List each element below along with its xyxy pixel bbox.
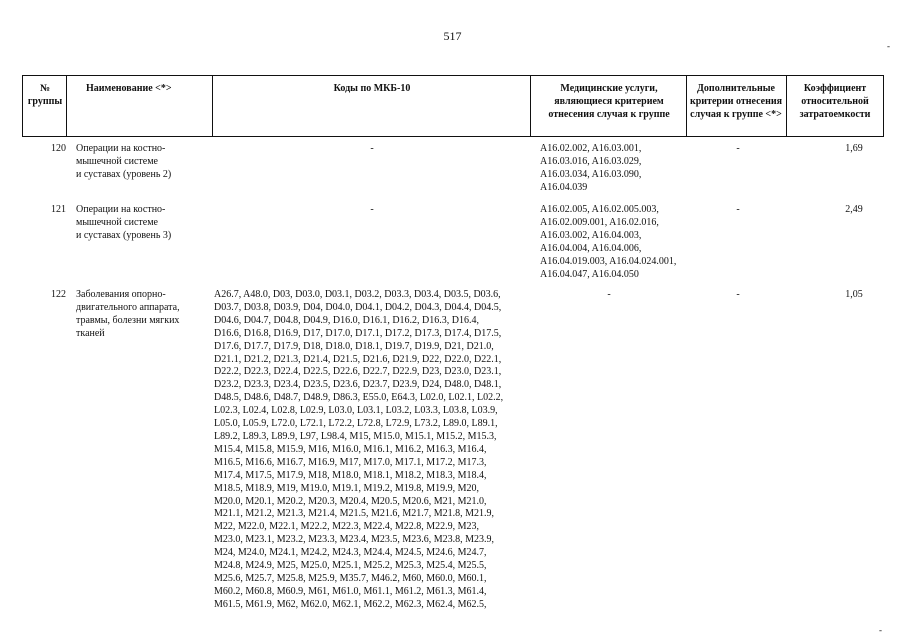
- cost-coefficient: [806, 143, 902, 156]
- icd10-codes-line: M25.6, M25.7, M25.8, M25.9, M35.7, M46.2, M60, M60.0, M60.1,: [214, 572, 487, 584]
- group-number-line: 121: [51, 204, 66, 215]
- additional-criteria: [690, 204, 786, 217]
- group-name-line: тканей: [76, 327, 105, 339]
- icd10-codes-line: M23.0, M23.1, M23.2, M23.3, M23.4, M23.5, M23.6, M23.8, M23.9,: [214, 534, 495, 546]
- icd10-codes-line: M15.4, M15.8, M15.9, M16, M16.0, M16.1, M16.2, M16.3, M16.4,: [214, 443, 487, 455]
- icd10-codes-line: M18.5, M18.9, M19, M19.0, M19.1, M19.2, M19.8, M19.9, M20,: [214, 482, 480, 494]
- medical-services-line: A16.03.034, A16.03.090,: [540, 168, 642, 180]
- header-group-number: № группы: [27, 83, 63, 107]
- medical-services-line: A16.04.039: [540, 181, 588, 193]
- icd10-codes-line: M60.2, M60.8, M60.9, M61, M61.0, M61.1, M61.2, M61.3, M61.4,: [214, 585, 487, 597]
- additional-criteria: [690, 143, 786, 156]
- column-divider: [66, 75, 67, 137]
- header-services: Медицинские услуги, являющиеся критерием отнесения случая к группе: [548, 83, 670, 120]
- medical-services-line: A16.04.004, A16.04.006,: [540, 242, 642, 254]
- cost-coefficient: [806, 204, 902, 217]
- group-name-line: Операции на костно-: [76, 143, 166, 154]
- group-name-line: и суставах (уровень 3): [76, 229, 172, 241]
- icd10-codes-line: L05.0, L05.9, L72.0, L72.1, L72.2, L72.8, L72.9, L73.2, L89.0, L89.1,: [214, 418, 498, 430]
- icd10-codes-line: -: [370, 204, 374, 215]
- additional-criteria-line: -: [736, 143, 740, 154]
- icd10-codes-line: D23.2, D23.3, D23.4, D23.5, D23.6, D23.7, D23.9, D24, D48.0, D48.1,: [214, 379, 502, 391]
- icd10-codes-line: D04.6, D04.7, D04.8, D04.9, D16.0, D16.1, D16.2, D16.3, D16.4,: [214, 314, 479, 326]
- header-additional: Дополнительные критерии отнесения случая к группе <*>: [689, 83, 783, 120]
- medical-services: [540, 204, 690, 281]
- icd10-codes-line: M17.4, M17.5, M17.9, M18, M18.0, M18.1, M18.2, M18.3, M18.4,: [214, 469, 487, 481]
- icd10-codes: [214, 143, 530, 156]
- group-name-line: Заболевания опорно-: [76, 289, 166, 300]
- additional-criteria: [690, 289, 786, 302]
- group-name-line: двигательного аппарата,: [76, 301, 180, 313]
- group-number-line: 120: [51, 143, 66, 154]
- icd10-codes-line: M22, M22.0, M22.1, M22.2, M22.3, M22.4, M22.8, M22.9, M23,: [214, 521, 480, 533]
- group-number: [24, 143, 66, 156]
- medical-services-line: A16.02.005, A16.02.005.003,: [540, 204, 659, 215]
- scan-mark: -: [887, 41, 890, 51]
- icd10-codes-line: L02.3, L02.4, L02.8, L02.9, L03.0, L03.1, L03.2, L03.3, L03.8, L03.9,: [214, 405, 498, 417]
- medical-services-line: A16.04.047, A16.04.050: [540, 268, 639, 280]
- icd10-codes-line: D48.5, D48.6, D48.7, D48.9, D86.3, E55.0, E64.3, L02.0, L02.1, L02.2,: [214, 392, 504, 404]
- medical-services-line: A16.03.002, A16.04.003,: [540, 229, 642, 241]
- icd10-codes-line: A26.7, A48.0, D03, D03.0, D03.1, D03.2, D03.3, D03.4, D03.5, D03.6,: [214, 289, 501, 300]
- icd10-codes-line: D22.2, D22.3, D22.4, D22.5, D22.6, D22.7, D22.9, D23, D23.0, D23.1,: [214, 366, 502, 378]
- icd10-codes-line: D16.6, D16.8, D16.9, D17, D17.0, D17.1, D17.2, D17.3, D17.4, D17.5,: [214, 327, 502, 339]
- group-number: [24, 289, 66, 302]
- additional-criteria-line: -: [736, 204, 740, 215]
- scan-mark: -: [879, 625, 882, 635]
- group-name-line: травмы, болезни мягких: [76, 314, 180, 326]
- medical-services: [536, 289, 682, 302]
- additional-criteria-line: -: [736, 289, 740, 300]
- group-name-line: и суставах (уровень 2): [76, 168, 172, 180]
- header-codes: Коды по МКБ-10: [333, 83, 411, 94]
- group-name-line: мышечной системе: [76, 155, 158, 167]
- icd10-codes-line: -: [370, 143, 374, 154]
- icd10-codes-line: D21.1, D21.2, D21.3, D21.4, D21.5, D21.6, D21.9, D22, D22.0, D22.1,: [214, 353, 502, 365]
- cost-coefficient-line: 1,05: [845, 289, 863, 300]
- group-name-line: Операции на костно-: [76, 204, 166, 215]
- page-number: 517: [443, 29, 462, 43]
- column-divider: [530, 75, 531, 137]
- cost-coefficient-line: 1,69: [845, 143, 863, 154]
- column-divider: [686, 75, 687, 137]
- cost-coefficient: [806, 289, 902, 302]
- group-name: [76, 289, 210, 341]
- column-divider: [786, 75, 787, 137]
- group-number-line: 122: [51, 289, 66, 300]
- header-coefficient: Коэффициент относительной затратоемкости: [799, 83, 871, 120]
- group-number: [24, 204, 66, 217]
- cost-coefficient-line: 2,49: [845, 204, 863, 215]
- group-name-line: мышечной системе: [76, 216, 158, 228]
- medical-services-line: A16.04.019.003, A16.04.024.001,: [540, 255, 677, 267]
- icd10-codes: [214, 289, 534, 612]
- icd10-codes-line: M16.5, M16.6, M16.7, M16.9, M17, M17.0, M17.1, M17.2, M17.3,: [214, 456, 487, 468]
- icd10-codes-line: D03.7, D03.8, D03.9, D04, D04.0, D04.1, D04.2, D04.3, D04.4, D04.5,: [214, 301, 502, 313]
- group-name: [76, 204, 210, 243]
- icd10-codes-line: M20.0, M20.1, M20.2, M20.3, M20.4, M20.5, M20.6, M21, M21.0,: [214, 495, 487, 507]
- header-name: Наименование <*>: [86, 83, 172, 94]
- medical-services-line: A16.03.016, A16.03.029,: [540, 155, 642, 167]
- medical-services-line: A16.02.002, A16.03.001,: [540, 143, 642, 154]
- medical-services-line: -: [607, 289, 611, 300]
- icd10-codes: [214, 204, 530, 217]
- icd10-codes-line: M61.5, M61.9, M62, M62.0, M62.1, M62.2, M62.3, M62.4, M62.5,: [214, 598, 487, 610]
- medical-services-line: A16.02.009.001, A16.02.016,: [540, 216, 659, 228]
- column-divider: [212, 75, 213, 137]
- icd10-codes-line: L89.2, L89.3, L89.9, L97, L98.4, M15, M15.0, M15.1, M15.2, M15.3,: [214, 430, 497, 442]
- medical-services: [540, 143, 690, 195]
- icd10-codes-line: D17.6, D17.7, D17.9, D18, D18.0, D18.1, D19.7, D19.9, D21, D21.0,: [214, 340, 494, 352]
- icd10-codes-line: M21.1, M21.2, M21.3, M21.4, M21.5, M21.6, M21.7, M21.8, M21.9,: [214, 508, 495, 520]
- icd10-codes-line: M24.8, M24.9, M25, M25.0, M25.1, M25.2, M25.3, M25.4, M25.5,: [214, 560, 487, 572]
- icd10-codes-line: M24, M24.0, M24.1, M24.2, M24.3, M24.4, M24.5, M24.6, M24.7,: [214, 547, 487, 559]
- group-name: [76, 143, 210, 182]
